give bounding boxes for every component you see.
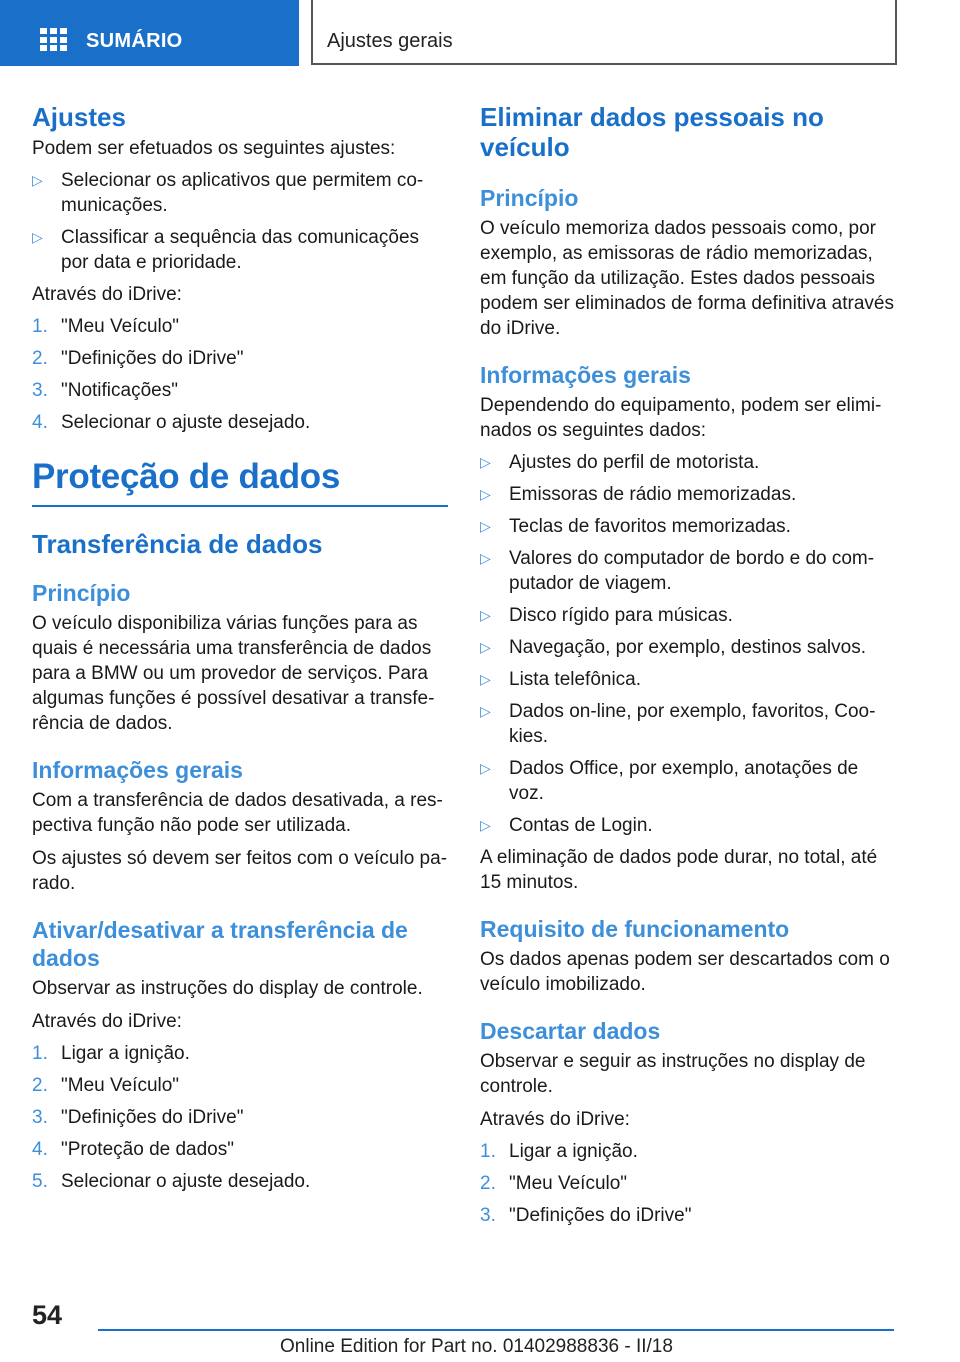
steps-list xyxy=(32,314,448,435)
info-heading: Informações gerais xyxy=(32,757,243,783)
list-item: 1. Ligar a ignição. xyxy=(480,1141,638,1162)
sumario-label: SUMÁRIO xyxy=(86,30,183,52)
list-item: 2. "Meu Veículo" xyxy=(32,1075,180,1096)
ajustes-heading: Ajustes xyxy=(32,102,126,132)
footer-divider xyxy=(98,1329,894,1331)
section-tab xyxy=(311,0,897,65)
list-item: 1. "Meu Veículo" xyxy=(32,316,180,337)
requisito-heading: Requisito de funcionamento xyxy=(480,916,790,942)
edition-text: Online Edition for Part no. 01402988836 - II/18 xyxy=(280,1336,673,1357)
list-item: 3. "Definições do iDrive" xyxy=(480,1205,692,1226)
list-item: 5. Selecionar o ajuste desejado. xyxy=(32,1171,311,1192)
list-item: ▷ Navegação, por exemplo, destinos salvos. xyxy=(480,637,866,658)
triangle-bullet-icon: ▷ xyxy=(480,703,491,719)
info-heading: Informações gerais xyxy=(480,362,691,388)
triangle-bullet-icon: ▷ xyxy=(480,760,491,776)
list-item: 3. "Notificações" xyxy=(32,380,178,401)
idrive-label: Através do iDrive: xyxy=(32,284,182,305)
list-item: 4. Selecionar o ajuste desejado. xyxy=(32,412,311,433)
principio-heading: Princípio xyxy=(32,580,131,606)
grid-menu-icon xyxy=(40,28,66,50)
ajustes-intro: Podem ser efetuados os seguintes ajustes: xyxy=(32,138,396,159)
triangle-bullet-icon: ▷ xyxy=(480,486,491,502)
ativar-text: Observar as instruções do display de controle. xyxy=(32,978,423,999)
list-item: ▷ Ajustes do perfil de motorista. xyxy=(480,452,760,473)
section-title: Ajustes gerais xyxy=(327,30,453,52)
idrive-label: Através do iDrive: xyxy=(32,1011,182,1032)
list-item: ▷ Teclas de favoritos memorizadas. xyxy=(480,516,791,537)
triangle-bullet-icon: ▷ xyxy=(480,639,491,655)
list-item: ▷ Emissoras de rádio memorizadas. xyxy=(480,484,797,505)
list-item: ▷ Classificar a sequência das comunicações por data e prioridade. xyxy=(32,227,420,273)
principio-heading: Princípio xyxy=(480,185,579,211)
list-item: 1. Ligar a ignição. xyxy=(32,1043,190,1064)
top-bar xyxy=(0,0,960,66)
ativar-heading: Ativar/desativar a transferência de dados xyxy=(32,917,408,971)
steps-list xyxy=(32,1041,448,1194)
triangle-bullet-icon: ▷ xyxy=(480,550,491,566)
triangle-bullet-icon: ▷ xyxy=(32,229,43,245)
list-item: 2. "Definições do iDrive" xyxy=(32,348,244,369)
list-item: ▷ Contas de Login. xyxy=(480,815,653,836)
triangle-bullet-icon: ▷ xyxy=(480,671,491,687)
list-item: 4. "Proteção de dados" xyxy=(32,1139,234,1160)
idrive-label: Através do iDrive: xyxy=(480,1109,630,1130)
eliminar-list xyxy=(480,450,894,838)
triangle-bullet-icon: ▷ xyxy=(32,172,43,188)
requisito-text: Os dados apenas podem ser descartados com o veículo imobilizado. xyxy=(480,949,890,995)
right-column xyxy=(480,102,894,1228)
descartar-heading: Descartar dados xyxy=(480,1018,661,1044)
triangle-bullet-icon: ▷ xyxy=(480,607,491,623)
eliminar-heading: Eliminar dados pessoais no veículo xyxy=(480,102,824,162)
list-item: ▷ Dados on-line, por exemplo, favoritos, Cookies. xyxy=(480,701,876,747)
info-text: Dependendo do equipamento, podem ser eliminados os seguintes dados: xyxy=(480,395,882,441)
list-item: ▷ Selecionar os aplicativos que permitem comunicações. xyxy=(32,170,424,216)
transferencia-heading: Transferência de dados xyxy=(32,529,323,559)
sumario-button[interactable] xyxy=(0,0,299,66)
list-item: ▷ Lista telefônica. xyxy=(480,669,642,690)
principio-text: O veículo memoriza dados pessoais como, por exemplo, as emissoras de rádio memorizadas, em função da utilização. Estes dados pessoais podem ser eliminados de forma definitiva através do iDrive. xyxy=(480,218,894,339)
triangle-bullet-icon: ▷ xyxy=(480,454,491,470)
eliminacao-text: A eliminação de dados pode durar, no total, até 15 minutos. xyxy=(480,847,878,893)
triangle-bullet-icon: ▷ xyxy=(480,817,491,833)
list-item: 2. "Meu Veículo" xyxy=(480,1173,628,1194)
left-column xyxy=(32,102,448,1194)
ajustes-list xyxy=(32,168,448,275)
triangle-bullet-icon: ▷ xyxy=(480,518,491,534)
info-text-1: Com a transferência de dados desativada, a respectiva função não pode ser utilizada. xyxy=(32,790,443,836)
descartar-text: Observar e seguir as instruções no display de controle. xyxy=(480,1051,866,1097)
list-item: ▷ Disco rígido para músicas. xyxy=(480,605,733,626)
list-item: ▷ Dados Office, por exemplo, anotações de voz. xyxy=(480,758,859,804)
page-number: 54 xyxy=(32,1300,63,1330)
principio-text: O veículo disponibiliza várias funções para as quais é necessária uma transferência de dados para a BMW ou um provedor de serviços. Para algumas funções é possível desativar a transferência de dados. xyxy=(32,613,435,734)
list-item: ▷ Valores do computador de bordo e do computador de viagem. xyxy=(480,548,875,594)
steps-list xyxy=(480,1139,894,1228)
info-text-2: Os ajustes só devem ser feitos com o veículo parado. xyxy=(32,848,448,894)
protecao-heading: Proteção de dados xyxy=(32,457,448,507)
list-item: 3. "Definições do iDrive" xyxy=(32,1107,244,1128)
